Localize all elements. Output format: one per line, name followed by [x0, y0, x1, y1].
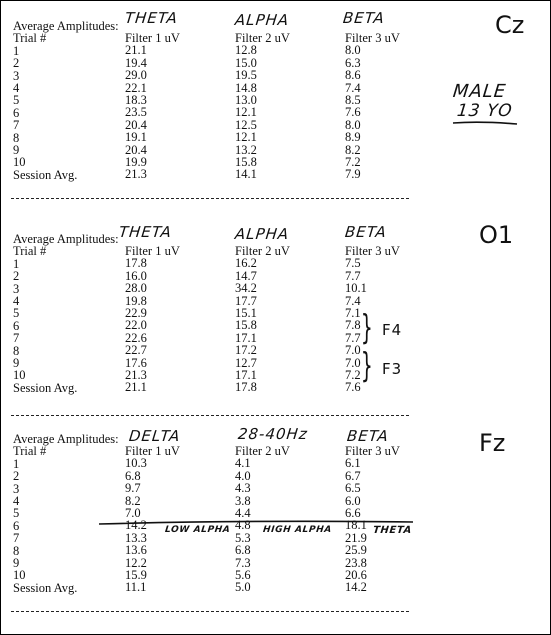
filter2-value: 12.7 — [235, 355, 257, 370]
filter2-value: 5.3 — [235, 530, 251, 545]
filter2-value: 4.3 — [235, 481, 251, 496]
filter3-value: 7.4 — [345, 293, 361, 308]
trial-number: 1 — [13, 43, 20, 58]
trial-number: 8 — [13, 543, 20, 558]
average-amplitudes-heading: Average Amplitudes: — [13, 432, 119, 446]
filter3-value: 7.5 — [345, 256, 361, 271]
filter1-value: 21.3 — [125, 367, 147, 382]
trial-number: 9 — [13, 555, 20, 570]
trial-number: 2 — [13, 469, 20, 484]
beta-header: BETA — [346, 427, 390, 445]
filter3-value: 18.1 — [345, 518, 367, 533]
filter1-column — [125, 32, 180, 181]
filter2-value: 17.2 — [235, 343, 257, 358]
filter1-value: 12.2 — [125, 555, 147, 570]
filter3-value: 7.1 — [345, 305, 361, 320]
filter1-value: 8.2 — [125, 493, 141, 508]
filter2-value: 4.0 — [235, 468, 251, 483]
filter3-session-avg: 7.6 — [345, 380, 361, 395]
filter3-value: 10.1 — [345, 281, 367, 296]
filter1-value: 22.0 — [125, 318, 147, 333]
filter1-value: 19.9 — [125, 154, 147, 169]
beta-header: BETA — [342, 9, 386, 27]
trial-column — [13, 20, 119, 181]
filter1-value: 22.7 — [125, 343, 147, 358]
trial-number: 4 — [13, 80, 20, 95]
filter1-value: 19.8 — [125, 293, 147, 308]
filter2-value: 12.1 — [235, 130, 257, 145]
filter1-header: Filter 1 uV — [125, 31, 180, 45]
trial-number: 6 — [13, 318, 20, 333]
filter2-value: 34.2 — [235, 281, 257, 296]
trial-label: Trial # — [13, 444, 47, 459]
handwritten-separator-line — [97, 519, 417, 527]
trial-number: 10 — [13, 568, 26, 583]
trial-number: 8 — [13, 343, 20, 358]
filter2-value: 3.8 — [235, 493, 251, 508]
filter2-value: 15.1 — [235, 305, 257, 320]
brace-label-f4: F4 — [382, 321, 403, 339]
alpha-header: ALPHA — [234, 225, 291, 243]
beta-header: BETA — [344, 223, 388, 241]
side-note-age: 13 YO — [455, 101, 514, 121]
filter1-value: 15.9 — [125, 567, 147, 582]
section-divider — [11, 198, 409, 199]
filter1-header: Filter 1 uV — [125, 444, 180, 458]
trial-number: 1 — [13, 256, 20, 271]
filter1-value: 22.9 — [125, 305, 147, 320]
filter2-value: 6.8 — [235, 543, 251, 558]
section-o1 — [1, 219, 550, 419]
filter1-value: 20.4 — [125, 117, 147, 132]
trial-label: Trial # — [13, 244, 47, 259]
filter2-value: 5.6 — [235, 567, 251, 582]
filter3-value: 7.2 — [345, 367, 361, 382]
trial-number: 9 — [13, 142, 20, 157]
filter3-header: Filter 3 uV — [345, 244, 400, 258]
filter3-value: 21.9 — [345, 530, 367, 545]
electrode-label-cz: Cz — [495, 11, 525, 39]
annotation-theta: THETA — [372, 525, 413, 536]
trial-number: 3 — [13, 281, 20, 296]
filter2-value: 16.2 — [235, 256, 257, 271]
trial-number: 7 — [13, 331, 20, 346]
annotation-low-alpha: LOW ALPHA — [164, 525, 231, 535]
section-fz — [1, 425, 550, 630]
filter1-value: 13.3 — [125, 530, 147, 545]
filter1-session-avg: 21.3 — [125, 167, 147, 182]
filter2-session-avg: 17.8 — [235, 380, 257, 395]
filter3-value: 7.7 — [345, 330, 361, 345]
trial-number: 5 — [13, 306, 20, 321]
filter1-value: 17.8 — [125, 256, 147, 271]
filter3-value: 7.8 — [345, 318, 361, 333]
electrode-label-fz: Fz — [479, 429, 506, 457]
filter1-session-avg: 11.1 — [125, 580, 147, 595]
filter1-value: 28.0 — [125, 281, 147, 296]
theta-header: THETA — [118, 223, 173, 241]
filter2-value: 12.8 — [235, 43, 257, 58]
trial-number: 7 — [13, 118, 20, 133]
filter2-value: 14.8 — [235, 80, 257, 95]
filter2-value: 15.8 — [235, 318, 257, 333]
trial-number: 7 — [13, 531, 20, 546]
filter3-header: Filter 3 uV — [345, 31, 400, 45]
filter3-column — [345, 32, 400, 181]
filter2-value: 15.8 — [235, 154, 257, 169]
filter2-value: 13.0 — [235, 92, 257, 107]
trial-column — [13, 233, 119, 394]
filter3-value: 8.6 — [345, 68, 361, 83]
filter1-value: 22.6 — [125, 330, 147, 345]
trial-label: Trial # — [13, 31, 47, 46]
side-note-sex: MALE — [451, 81, 508, 102]
trial-number: 5 — [13, 93, 20, 108]
filter3-value: 7.4 — [345, 80, 361, 95]
filter2-value: 4.4 — [235, 505, 251, 520]
filter1-value: 19.4 — [125, 55, 147, 70]
average-amplitudes-heading: Average Amplitudes: — [13, 232, 119, 246]
filter2-value: 13.2 — [235, 142, 257, 157]
theta-header: THETA — [124, 9, 179, 27]
trial-number: 6 — [13, 518, 20, 533]
filter1-value: 9.7 — [125, 481, 141, 496]
filter1-value: 23.5 — [125, 105, 147, 120]
filter1-session-avg: 21.1 — [125, 380, 147, 395]
trial-number: 3 — [13, 481, 20, 496]
trial-number: 9 — [13, 355, 20, 370]
filter3-value: 6.0 — [345, 493, 361, 508]
filter3-value: 7.7 — [345, 268, 361, 283]
filter3-value: 6.6 — [345, 505, 361, 520]
session-avg-label: Session Avg. — [13, 580, 78, 595]
filter1-value: 17.6 — [125, 355, 147, 370]
filter2-value: 4.1 — [235, 456, 251, 471]
trial-number: 10 — [13, 368, 26, 383]
filter3-value: 6.3 — [345, 55, 361, 70]
alpha-header: ALPHA — [234, 11, 291, 29]
filter3-value: 7.0 — [345, 355, 361, 370]
filter1-column — [125, 245, 180, 394]
filter3-value: 23.8 — [345, 555, 367, 570]
filter2-column — [235, 32, 290, 181]
filter2-header: Filter 2 uV — [235, 31, 290, 45]
filter1-value: 29.0 — [125, 68, 147, 83]
filter3-value: 20.6 — [345, 567, 367, 582]
filter3-session-avg: 7.9 — [345, 167, 361, 182]
filter2-value: 17.1 — [235, 367, 257, 382]
trial-number: 1 — [13, 456, 20, 471]
filter2-value: 15.0 — [235, 55, 257, 70]
filter2-session-avg: 14.1 — [235, 167, 257, 182]
filter3-value: 8.0 — [345, 43, 361, 58]
electrode-label-o1: O1 — [479, 221, 514, 249]
filter2-column — [235, 245, 290, 394]
filter1-value: 20.4 — [125, 142, 147, 157]
filter3-session-avg: 14.2 — [345, 580, 367, 595]
filter1-value: 16.0 — [125, 268, 147, 283]
filter1-value: 21.1 — [125, 43, 147, 58]
filter2-value: 14.7 — [235, 268, 257, 283]
filter1-value: 10.3 — [125, 456, 147, 471]
session-avg-label: Session Avg. — [13, 380, 78, 395]
section-divider — [11, 415, 409, 416]
filter2-header: Filter 2 uV — [235, 444, 290, 458]
trial-number: 3 — [13, 68, 20, 83]
filter3-value: 6.7 — [345, 468, 361, 483]
filter2-value: 17.7 — [235, 293, 257, 308]
filter1-value: 14.2 — [125, 518, 147, 533]
brace-label-f3: F3 — [382, 360, 403, 378]
filter2-value: 17.1 — [235, 330, 257, 345]
filter3-value: 8.5 — [345, 92, 361, 107]
average-amplitudes-heading: Average Amplitudes: — [13, 19, 119, 33]
filter3-value: 7.2 — [345, 154, 361, 169]
trial-number: 8 — [13, 130, 20, 145]
brace-f3: } — [360, 346, 373, 386]
filter3-header: Filter 3 uV — [345, 444, 400, 458]
filter3-value: 7.6 — [345, 105, 361, 120]
filter1-value: 19.1 — [125, 130, 147, 145]
annotation-high-alpha: HIGH ALPHA — [262, 525, 333, 535]
trial-number: 4 — [13, 293, 20, 308]
trial-number: 4 — [13, 493, 20, 508]
filter3-value: 6.1 — [345, 456, 361, 471]
filter2-value: 19.5 — [235, 68, 257, 83]
filter3-value: 8.9 — [345, 130, 361, 145]
filter2-value: 12.5 — [235, 117, 257, 132]
brace-f4: } — [360, 308, 373, 348]
filter2-value: 12.1 — [235, 105, 257, 120]
session-avg-label: Session Avg. — [13, 167, 78, 182]
gamma-header: 28-40Hz — [237, 425, 309, 443]
filter1-value: 7.0 — [125, 505, 141, 520]
section-divider — [11, 611, 409, 612]
trial-number: 10 — [13, 155, 26, 170]
trial-number: 2 — [13, 269, 20, 284]
delta-header: DELTA — [128, 427, 182, 445]
filter1-value: 18.3 — [125, 92, 147, 107]
filter1-value: 22.1 — [125, 80, 147, 95]
filter1-value: 13.6 — [125, 543, 147, 558]
filter3-value: 8.0 — [345, 117, 361, 132]
filter1-value: 6.8 — [125, 468, 141, 483]
trial-number: 5 — [13, 506, 20, 521]
filter2-value: 7.3 — [235, 555, 251, 570]
side-note-underline — [451, 119, 521, 127]
filter3-value: 25.9 — [345, 543, 367, 558]
filter1-header: Filter 1 uV — [125, 244, 180, 258]
filter2-session-avg: 5.0 — [235, 580, 251, 595]
trial-column — [13, 433, 119, 594]
filter3-value: 8.2 — [345, 142, 361, 157]
filter2-value: 4.8 — [235, 518, 251, 533]
filter3-value: 6.5 — [345, 481, 361, 496]
trial-number: 6 — [13, 105, 20, 120]
trial-number: 2 — [13, 56, 20, 71]
filter2-header: Filter 2 uV — [235, 244, 290, 258]
filter3-value: 7.0 — [345, 343, 361, 358]
